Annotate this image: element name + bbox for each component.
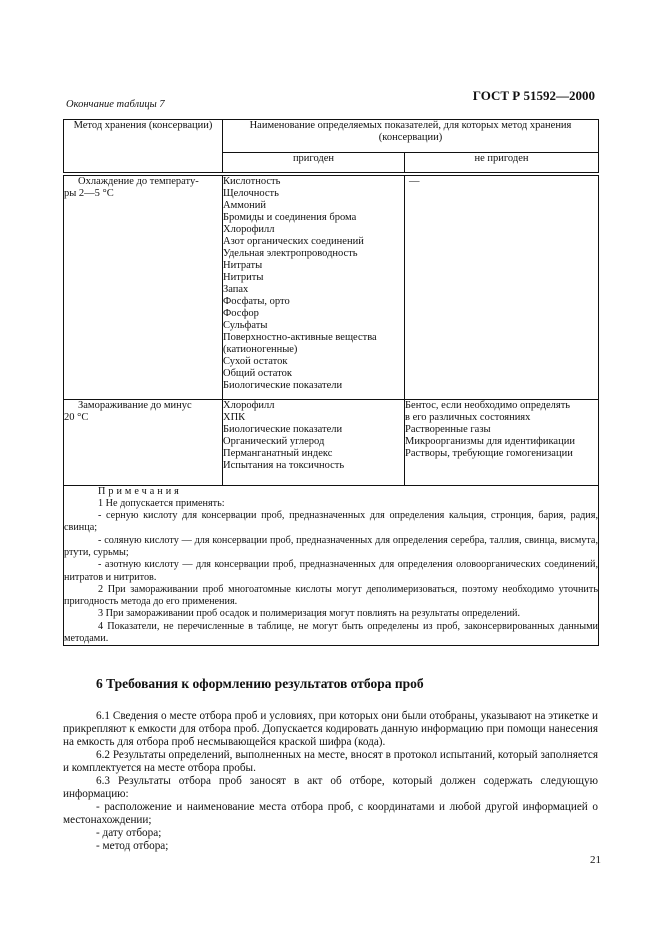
- list-item: Нитраты: [223, 260, 263, 271]
- paragraph: 6.2 Результаты определений, выполненных на месте, вносят в протокол испытаний, который заполняется и комплектуется на месте отбора пробы.: [63, 749, 598, 774]
- page-number: 21: [590, 854, 601, 866]
- section-body: [63, 710, 598, 853]
- list-item: Растворенные газы: [405, 423, 491, 435]
- column-header-unsuitable: не пригоден: [405, 153, 599, 175]
- paragraph: - метод отбора;: [96, 840, 169, 852]
- list-item: Поверхностно-активные вещества: [223, 332, 377, 343]
- paragraph: 6.1 Сведения о месте отбора проб и условиях, при которых они были отобраны, указывают на этикетке и прикрепляют к емкости для отбора проб. Допускается кодировать данную информацию при помощи нанесения на емкость для отбора проб несмывающейся краской шифра (кода).: [63, 710, 598, 748]
- paragraph: - дату отбора;: [96, 827, 162, 839]
- notes-cell: [64, 485, 599, 646]
- column-header-names: Наименование определяемых показателей, для которых метод хранения (консервации): [223, 120, 599, 153]
- paragraph: - расположение и наименование места отбора проб, с координатами и любой другой информацией о местонахождении;: [63, 801, 598, 826]
- list-item: Микроорганизмы для идентификации: [405, 435, 575, 447]
- unsuitable-cell: [405, 399, 599, 485]
- note-item: 2 При замораживании проб многоатомные кислоты могут деполимеризоваться, поэтому необходимо уточнить пригодность метода до его применения.: [64, 583, 598, 608]
- list-item: Органический углерод: [223, 435, 325, 447]
- list-item: Азот органических соединений: [223, 236, 364, 247]
- list-item: Испытания на токсичность: [223, 459, 345, 471]
- list-item: Удельная электропроводность: [223, 248, 358, 259]
- column-header-suitable: пригоден: [223, 153, 405, 175]
- note-item: 3 При замораживании проб осадок и полимеризация могут повлиять на результаты определений.: [98, 608, 521, 620]
- suitable-cell: [223, 399, 405, 485]
- list-item: Перманганатный индекс: [223, 447, 333, 459]
- section-heading: 6 Требования к оформлению результатов отбора проб: [96, 676, 424, 691]
- unsuitable-cell: [405, 174, 599, 399]
- list-item: Фосфаты, орто: [223, 296, 290, 307]
- list-item: Кислотность: [223, 176, 281, 187]
- table-caption: Окончание таблицы 7: [66, 99, 165, 110]
- method-text: Охлаждение до температу-: [78, 176, 199, 187]
- list-item: Хлорофилл: [223, 399, 275, 411]
- paragraph: 6.3 Результаты отбора проб заносят в акт об отборе, который должен содержать следующую информацию:: [63, 775, 598, 800]
- list-item: в его различных состояниях: [405, 411, 531, 423]
- method-cell: [64, 174, 223, 399]
- list-item: Биологические показатели: [223, 380, 343, 391]
- list-item: ХПК: [223, 411, 246, 423]
- method-text: ры 2—5 °С: [64, 188, 114, 199]
- method-cell: [64, 399, 223, 485]
- list-item: Растворы, требующие гомогенизации: [405, 447, 573, 459]
- list-item: Бентос, если необходимо определять: [405, 399, 571, 411]
- list-item: Щелочность: [223, 188, 279, 199]
- note-item: - соляную кислоту — для консервации проб, предназначенных для определения серебра, таллия, свинца, висмута, ртути, сурьмы;: [64, 534, 598, 558]
- list-item: Хлорофилл: [223, 224, 275, 235]
- list-item: Аммоний: [223, 200, 266, 211]
- note-item: 1 Не допускается применять:: [98, 497, 225, 509]
- list-item: Фосфор: [223, 308, 259, 319]
- list-item: Нитриты: [223, 272, 264, 283]
- table-row: [64, 174, 599, 399]
- table-row: [64, 399, 599, 485]
- list-item: Бромиды и соединения брома: [223, 212, 357, 223]
- table-header-row: [64, 120, 599, 153]
- list-item: (катионогенные): [223, 344, 298, 355]
- notes-row: [64, 485, 599, 646]
- dash-placeholder: —: [409, 176, 420, 187]
- list-item: Сульфаты: [223, 320, 268, 331]
- method-text: 20 °С: [64, 411, 89, 423]
- storage-methods-table: [63, 119, 599, 646]
- list-item: Биологические показатели: [223, 423, 343, 435]
- list-item: Сухой остаток: [223, 356, 288, 367]
- note-item: - азотную кислоту — для консервации проб, предназначенных для определения оловоорганических соединений, нитратов и нитритов.: [64, 559, 598, 583]
- method-text: Замораживание до минус: [78, 399, 192, 411]
- notes-title: Примечания: [98, 485, 182, 497]
- suitable-cell: [223, 174, 405, 399]
- list-item: Запах: [223, 284, 249, 295]
- standard-number: ГОСТ Р 51592—2000: [472, 88, 595, 103]
- note-item: 4 Показатели, не перечисленные в таблице, не могут быть определены из проб, законсервированных данными методами.: [64, 620, 598, 645]
- column-header-method: Метод хранения (консервации): [64, 120, 223, 175]
- list-item: Общий остаток: [223, 368, 292, 379]
- note-item: - серную кислоту для консервации проб, предназначенных для определения кальция, стронция, бария, радия, свинца;: [64, 510, 598, 534]
